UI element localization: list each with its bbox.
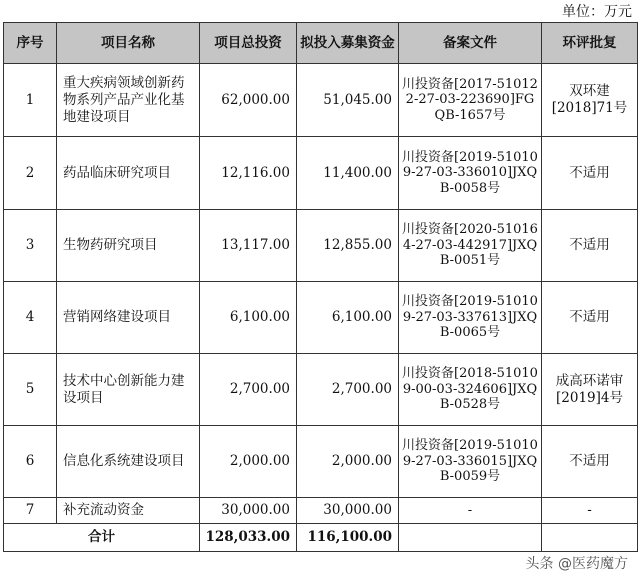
cell-project-name: 药品临床研究项目 [57, 137, 200, 210]
cell-env-approval: 不适用 [542, 210, 638, 282]
cell-env-approval: 不适用 [542, 426, 638, 498]
cell-total-investment: 30,000.00 [200, 498, 297, 524]
cell-total-investment: 13,117.00 [200, 210, 297, 282]
total-filing-empty [399, 524, 542, 552]
cell-no: 1 [4, 64, 57, 137]
table-row [4, 498, 638, 524]
cell-total-investment: 6,100.00 [200, 282, 297, 354]
cell-no: 6 [4, 426, 57, 498]
cell-project-name: 生物药研究项目 [57, 210, 200, 282]
cell-no: 4 [4, 282, 57, 354]
cell-no: 7 [4, 498, 57, 524]
header-raised-funds: 拟投入募集资金 [297, 23, 399, 64]
cell-raised-funds: 30,000.00 [297, 498, 399, 524]
cell-project-name: 信息化系统建设项目 [57, 426, 200, 498]
table-row [4, 210, 638, 282]
cell-filing-document: 川投资备[2017-510122-27-03-223690]FGQB-1657号 [399, 64, 542, 137]
fundraising-projects-table [3, 22, 638, 552]
header-env-approval: 环评批复 [542, 23, 638, 64]
table-row [4, 354, 638, 426]
header-no: 序号 [4, 23, 57, 64]
cell-project-name: 技术中心创新能力建设项目 [57, 354, 200, 426]
table-row [4, 64, 638, 137]
cell-raised-funds: 11,400.00 [297, 137, 399, 210]
cell-raised-funds: 6,100.00 [297, 282, 399, 354]
cell-raised-funds: 2,000.00 [297, 426, 399, 498]
cell-env-approval: - [542, 498, 638, 524]
header-filing-document: 备案文件 [399, 23, 542, 64]
header-total-investment: 项目总投资 [200, 23, 297, 64]
total-investment-sum: 128,033.00 [200, 524, 297, 552]
cell-env-approval: 成高环诺审[2019]4号 [542, 354, 638, 426]
cell-raised-funds: 51,045.00 [297, 64, 399, 137]
cell-total-investment: 62,000.00 [200, 64, 297, 137]
raised-funds-sum: 116,100.00 [297, 524, 399, 552]
header-project-name: 项目名称 [57, 23, 200, 64]
table-row [4, 426, 638, 498]
total-label: 合计 [4, 524, 200, 552]
cell-filing-document: 川投资备[2019-510109-27-03-336010]JXQB-0058号 [399, 137, 542, 210]
unit-label: 单位：万元 [562, 4, 632, 20]
cell-total-investment: 2,700.00 [200, 354, 297, 426]
total-row [4, 524, 638, 552]
cell-filing-document: 川投资备[2019-510109-27-03-336015]JXQB-0059号 [399, 426, 542, 498]
cell-raised-funds: 12,855.00 [297, 210, 399, 282]
cell-total-investment: 2,000.00 [200, 426, 297, 498]
watermark: 头条 @医药魔方 [522, 552, 632, 574]
cell-filing-document: - [399, 498, 542, 524]
table-row [4, 282, 638, 354]
cell-filing-document: 川投资备[2019-510109-27-03-337613]JXQB-0065号 [399, 282, 542, 354]
cell-project-name: 补充流动资金 [57, 498, 200, 524]
cell-env-approval: 不适用 [542, 137, 638, 210]
cell-project-name: 重大疾病领域创新药物系列产品产业化基地建设项目 [57, 64, 200, 137]
cell-total-investment: 12,116.00 [200, 137, 297, 210]
cell-raised-funds: 2,700.00 [297, 354, 399, 426]
total-env-empty [542, 524, 638, 552]
cell-filing-document: 川投资备[2018-510109-00-03-324606]JXQB-0528号 [399, 354, 542, 426]
cell-project-name: 营销网络建设项目 [57, 282, 200, 354]
cell-no: 2 [4, 137, 57, 210]
table-row [4, 137, 638, 210]
cell-filing-document: 川投资备[2020-510164-27-03-442917]JXQB-0051号 [399, 210, 542, 282]
cell-env-approval: 不适用 [542, 282, 638, 354]
cell-no: 5 [4, 354, 57, 426]
table-header-row [4, 23, 638, 64]
cell-no: 3 [4, 210, 57, 282]
cell-env-approval: 双环建[2018]71号 [542, 64, 638, 137]
